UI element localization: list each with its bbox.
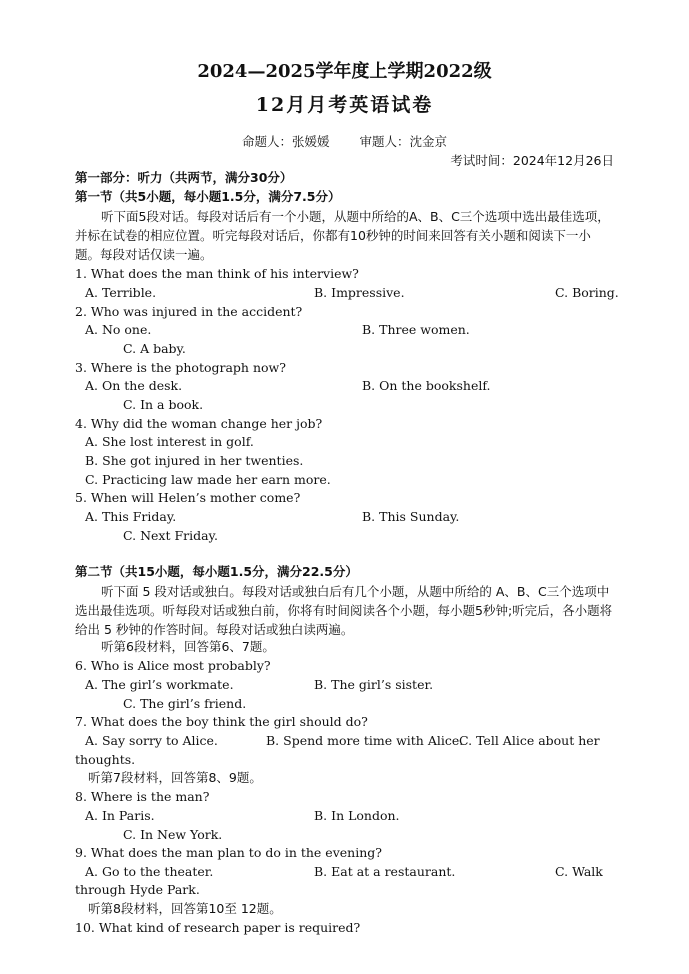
section1-heading: 第一节（共5小题，每小题1.5分，满分7.5分） (75, 189, 341, 204)
question-7-option-c-continued: thoughts. (75, 752, 136, 767)
reviewer-name: 审题人：沈金京 (359, 134, 448, 149)
question-10-stem: 10. What kind of research paper is required? (75, 920, 361, 935)
setter-reviewer-line (0, 132, 689, 150)
section1-instructions: 听下面5段对话。每段对话后有一个小题，从题中所给的A、B、C三个选项中选出最佳选项，并标在试卷的相应位置。听完每段对话后，你都有10秒钟的时间来回答有关小题和阅读下一小题。每段对话仅读一遍。 (75, 209, 610, 262)
listen-passage-8: 听第8段材料，回答第10至 12题。 (88, 901, 282, 916)
question-9-option-c-continued: through Hyde Park. (75, 882, 200, 897)
question-8-option-a: A. In Paris. (85, 808, 155, 823)
question-6-option-c: C. The girl’s friend. (123, 696, 247, 711)
question-2-option-c: C. A baby. (123, 341, 186, 356)
question-4-option-b: B. She got injured in her twenties. (85, 453, 304, 468)
question-7-stem: 7. What does the boy think the girl should do? (75, 714, 368, 729)
question-4-option-c: C. Practicing law made her earn more. (85, 472, 331, 487)
question-8-option-b: B. In London. (314, 808, 400, 823)
question-7-option-c: C. Tell Alice about her (459, 733, 600, 748)
question-9-option-b: B. Eat at a restaurant. (314, 864, 456, 879)
question-5-option-c: C. Next Friday. (123, 528, 218, 543)
question-9-option-a: A. Go to the theater. (85, 864, 214, 879)
question-8-option-c: C. In New York. (123, 827, 223, 842)
question-2-option-a: A. No one. (85, 322, 152, 337)
exam-time: 考试时间：2024年12月26日 (450, 153, 614, 168)
question-3-option-c: C. In a book. (123, 397, 204, 412)
part1-heading: 第一部分：听力（共两节，满分30分） (75, 170, 293, 185)
question-4-stem: 4. Why did the woman change her job? (75, 416, 323, 431)
section2-instructions: 听下面 5 段对话或独白。每段对话或独白后有几个小题，从题中所给的 A、B、C三个选项中选出最佳选项。听每段对话或独白前，你将有时间阅读各个小题，每小题5秒钟;听完后，各小题将给出 5 秒钟的作答时间。每段对话或独白读两遍。 (75, 584, 613, 637)
question-1-option-b: B. Impressive. (314, 285, 405, 300)
question-3-option-a: A. On the desk. (85, 378, 183, 393)
question-9-option-c: C. Walk (555, 864, 603, 879)
question-5-option-a: A. This Friday. (85, 509, 177, 524)
question-9-stem: 9. What does the man plan to do in the evening? (75, 845, 382, 860)
question-5-option-b: B. This Sunday. (362, 509, 460, 524)
section2-heading: 第二节（共15小题，每小题1.5分，满分22.5分） (75, 564, 358, 579)
listen-passage-6: 听第6段材料，回答第6、7题。 (101, 639, 275, 654)
question-7-option-b: B. Spend more time with Alice. (266, 733, 464, 748)
question-6-option-b: B. The girl’s sister. (314, 677, 434, 692)
question-6-option-a: A. The girl’s workmate. (85, 677, 234, 692)
question-1-option-a: A. Terrible. (85, 285, 157, 300)
question-2-option-b: B. Three women. (362, 322, 470, 337)
question-1-stem: 1. What does the man think of his interview? (75, 266, 359, 281)
question-3-stem: 3. Where is the photograph now? (75, 360, 286, 375)
question-3-option-b: B. On the bookshelf. (362, 378, 491, 393)
exam-title-line1: 2024—2025学年度上学期2022级 (197, 61, 492, 82)
question-2-stem: 2. Who was injured in the accident? (75, 304, 303, 319)
question-1-option-c: C. Boring. (555, 285, 619, 300)
question-7-option-a: A. Say sorry to Alice. (85, 733, 218, 748)
question-8-stem: 8. Where is the man? (75, 789, 210, 804)
question-6-stem: 6. Who is Alice most probably? (75, 658, 271, 673)
setter-name: 命题人：张媛媛 (241, 134, 330, 149)
question-4-option-a: A. She lost interest in golf. (85, 434, 254, 449)
question-5-stem: 5. When will Helen’s mother come? (75, 490, 301, 505)
listen-passage-7: 听第7段材料，回答第8、9题。 (88, 770, 262, 785)
exam-title-line2: 12月月考英语试卷 (255, 94, 434, 116)
